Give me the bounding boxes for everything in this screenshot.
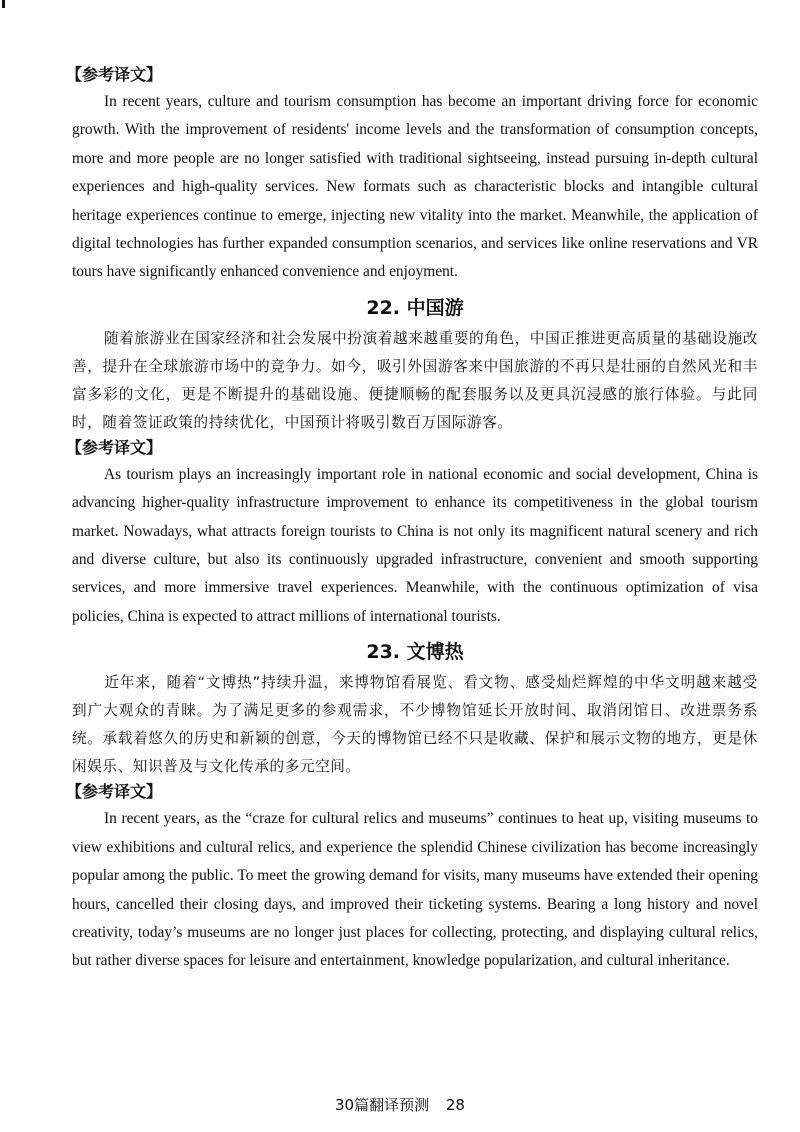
- reference-translation-label: 【参考译文】: [66, 782, 163, 802]
- reference-translation-label: 【参考译文】: [66, 437, 163, 457]
- corner-mark: [2, 0, 5, 8]
- english-translation-text: In recent years, as the “craze for cultural relics and museums” continues to heat up, visiting museums to view exhibitions and cultural relics, and experience the splendid Chinese civilization has become increasingly popular among the public. To meet the growing demand for visits, many museums have extended their opening hours, cancelled their closing days, and improved their ticketing systems. Bearing a long history and novel creativity, today’s museums are no longer just places for collecting, protecting, and displaying cultural relics, but rather diverse spaces for leisure and entertainment, knowledge popularization, and cultural inheritance.: [72, 810, 758, 970]
- section-title: 23. 文博热: [366, 641, 464, 664]
- english-translation-paragraph: [72, 461, 758, 631]
- chinese-source-text: 随着旅游业在国家经济和社会发展中扮演着越来越重要的角色，中国正推进更高质量的基础设施改善，提升在全球旅游市场中的竞争力。如今，吸引外国游客来中国旅游的不再只是壮丽的自然风光和丰富多彩的文化，更是不断提升的基础设施、便捷顺畅的配套服务以及更具沉浸感的旅行体验。与此同时，随着签证政策的持续优化，中国预计将吸引数百万国际游客。: [72, 329, 758, 431]
- page-number: 28: [445, 1096, 465, 1114]
- chinese-source-paragraph: [72, 669, 758, 781]
- book-title: 30篇翻译预测: [335, 1096, 430, 1114]
- chinese-source-paragraph: [72, 325, 758, 437]
- section-23: [66, 637, 758, 975]
- reference-translation-label: 【参考译文】: [66, 65, 163, 84]
- page-footer: [0, 1094, 800, 1115]
- section-22: [66, 293, 758, 631]
- page-content: [66, 64, 758, 976]
- intro-translation-paragraph: [72, 88, 758, 287]
- english-translation-paragraph: [72, 805, 758, 975]
- chinese-source-text: 近年来，随着“文博热”持续升温，来博物馆看展览、看文物、感受灿烂辉煌的中华文明越来越受到广大观众的青睐。为了满足更多的参观需求，不少博物馆延长开放时间、取消闭馆日、改进票务系统。承载着悠久的历史和新颖的创意，今天的博物馆已经不只是收藏、保护和展示文物的地方，更是休闲娱乐、知识普及与文化传承的多元空间。: [72, 674, 758, 776]
- english-translation-text: As tourism plays an increasingly important role in national economic and social development, China is advancing higher-quality infrastructure improvement to enhance its competitiveness in the global tourism market. Nowadays, what attracts foreign tourists to China is not only its magnificent natural scenery and rich and diverse culture, but also its continuously upgraded infrastructure, convenient and smooth supporting services, and more immersive travel experiences. Meanwhile, with the continuous optimization of visa policies, China is expected to attract millions of international tourists.: [72, 465, 758, 625]
- section-title: 22. 中国游: [366, 296, 464, 319]
- intro-translation-text: In recent years, culture and tourism consumption has become an important driving force for economic growth. With the improvement of residents' income levels and the transformation of consumption concepts, more and more people are no longer satisfied with traditional sightseeing, instead pursuing in-depth cultural experiences and high-quality services. New formats such as characteristic blocks and intangible cultural heritage experiences continue to emerge, injecting new vitality into the market. Meanwhile, the application of digital technologies has further expanded consumption scenarios, and services like online reservations and VR tours have significantly enhanced convenience and enjoyment.: [72, 93, 758, 281]
